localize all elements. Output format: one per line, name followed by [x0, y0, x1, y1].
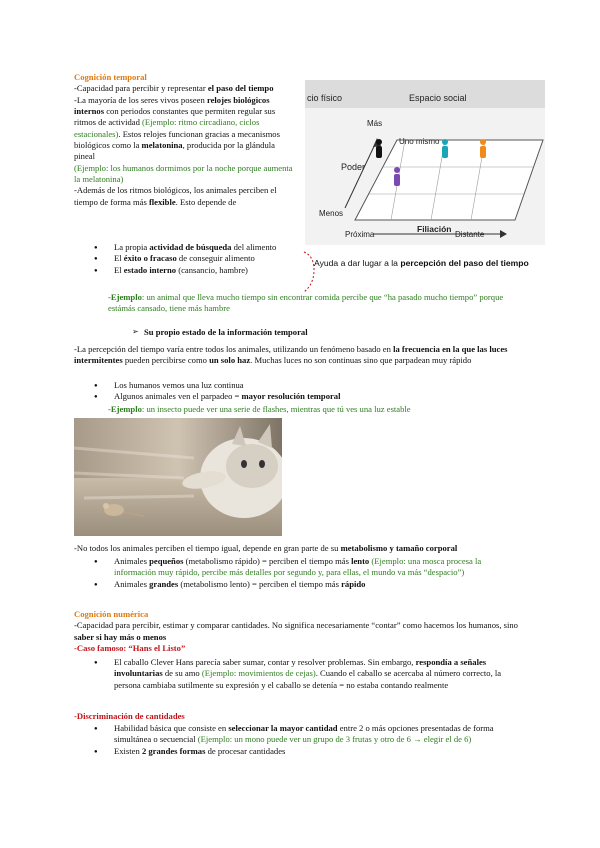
- metabolismo-paragraph: -No todos los animales perciben el tiempo igual, depende en gran parte de su metabolismo y tamaño corporal: [74, 543, 458, 553]
- label-social: Espacio social: [409, 93, 467, 103]
- list-item: ● Los humanos vemos una luz continua: [74, 380, 534, 391]
- relojes-paragraph: -La mayoría de los seres vivos poseen relojes biológicos internos con periodos constantes que permiten regular sus ritmos de actividad (Ejemplo: ritmo circadiano, ciclos estacionales). Estos relojes funcionan gracias a mecanismos biológicos como la melatonina, producida por la glándula pineal: [74, 94, 280, 162]
- temporal-section: [74, 72, 296, 208]
- list-item: ● Algunos animales ven el parpadeo = mayor resolución temporal: [74, 391, 534, 402]
- discriminacion-list: [74, 723, 524, 757]
- social-space-diagram: [305, 80, 545, 245]
- label-menos: Menos: [319, 209, 344, 218]
- definition-paragraph: -Capacidad para percibir y representar el paso del tiempo: [74, 83, 274, 94]
- list-item: ● La propia actividad de búsqueda del alimento: [74, 242, 314, 253]
- insect-example: -Ejemplo: un insecto puede ver una serie de flashes, mientras que tú ves una luz estable: [108, 404, 411, 414]
- heading-hans: -Caso famoso: “Hans el Listo”: [74, 643, 186, 654]
- numeric-definition: -Capacidad para percibir, estimar y comparar cantidades. No significa necesariamente “contar” como hacemos los humanos, sino saber si hay más o menos: [74, 620, 518, 642]
- luces-paragraph: -La percepción del tiempo varía entre todos los animales, utilizando un fenómeno basado en la frecuencia en la que las luces intermitentes pueden percibirse como un solo haz. Muchas luces no son continuas sino que parpadean muy rápido: [74, 344, 508, 366]
- list-item: ● Animales pequeños (metabolismo rápido) = perciben el tiempo más lento (Ejemplo: una mosca procesa la información muy rápido, percibe más detalles por segundo y, para ellas, el mundo va más “despacio”): [74, 556, 514, 579]
- person-black-icon: [376, 139, 382, 158]
- diagram-svg: [305, 80, 545, 245]
- label-uno: Uno mismo: [399, 137, 440, 146]
- melatonina-example: (Ejemplo: los humanos dormimos por la noche porque aumenta la melatonina): [74, 162, 293, 185]
- size-list: [74, 556, 514, 590]
- bracket-icon: [300, 248, 316, 296]
- flexible-paragraph: -Además de los ritmos biológicos, los animales perciben el tiempo de forma más flexible. Esto depende de: [74, 185, 277, 207]
- heading-discriminacion: -Discriminación de cantidades: [74, 711, 185, 721]
- person-orange-icon: [480, 139, 486, 158]
- label-distante: Distante: [455, 230, 485, 239]
- list-item: ● Habilidad básica que consiste en seleccionar la mayor cantidad entre 2 o más opciones presentadas de forma simultánea o secuencial (Ejemplo: un mono puede ver un grupo de 3 frutas y otro de 6 → elegir el de 6): [74, 723, 524, 746]
- list-item: ● El éxito o fracaso de conseguir alimento: [74, 253, 314, 264]
- label-filiacion: Filiación: [417, 224, 452, 234]
- hans-list: [74, 657, 524, 691]
- list-item: ● Existen 2 grandes formas de procesar cantidades: [74, 746, 524, 757]
- list-item: ● Animales grandes (metabolismo lento) = perciben el tiempo más rápido: [74, 579, 514, 590]
- label-poder: Poder: [341, 162, 366, 172]
- factors-list: [74, 242, 314, 276]
- label-fisico: cio físico: [307, 93, 343, 103]
- numeric-section: [74, 609, 534, 654]
- hunger-example: -Ejemplo: un animal que lleva mucho tiempo sin encontrar comida percibe que “ha pasado mucho tiempo” porque estámás cansado, tiene más hambre: [108, 292, 504, 314]
- arrow-item: ➢ Su propio estado de la información temporal: [74, 327, 534, 338]
- list-item: ● El caballo Clever Hans parecía saber sumar, contar y resolver problemas. Sin embargo, respondía a señales involuntarias de su amo (Ejemplo: movimientos de cejas). Cuando el caballo se acercaba al número correcto, la persona cambiaba sutilmente su expresión y el caballo se detenía = no estaba contando realmente: [74, 657, 524, 691]
- heading-cognicion-numerica: Cognición numérica: [74, 609, 149, 619]
- person-purple-icon: [394, 167, 400, 186]
- person-teal-icon: [442, 139, 448, 158]
- lights-list: [74, 380, 534, 403]
- heading-cognicion-temporal: Cognición temporal: [74, 72, 147, 82]
- label-proxima: Próxima: [345, 230, 375, 239]
- diagram-caption: Ayuda a dar lugar a la percepción del paso del tiempo: [314, 258, 529, 268]
- cat-mouse-photo: [74, 418, 282, 536]
- label-mas: Más: [367, 119, 383, 128]
- list-item: ● El estado interno (cansancio, hambre): [74, 265, 314, 276]
